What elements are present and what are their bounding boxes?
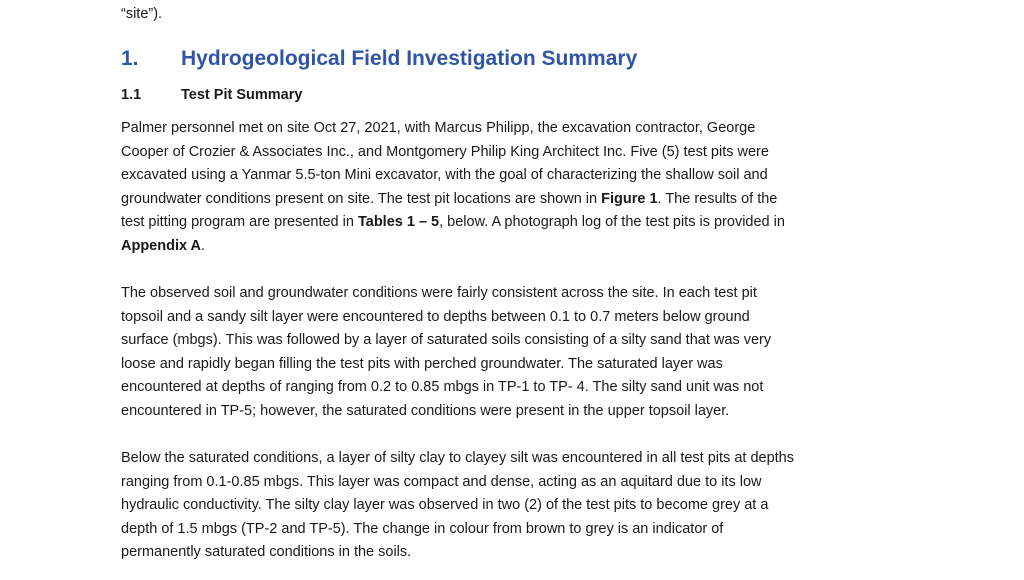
paragraph-line: The observed soil and groundwater conditions were fairly consistent across the site. In each test pit (121, 285, 757, 301)
paragraph-line (121, 235, 911, 259)
section-number: 1. (121, 47, 139, 70)
subsection-title: Test Pit Summary (181, 87, 303, 103)
subsection-number: 1.1 (121, 87, 142, 103)
paragraph-line (121, 188, 911, 212)
paragraph-line: hydraulic conductivity. The silty clay layer was observed in two (2) of the test pits to become grey at a (121, 497, 769, 513)
paragraph-line: topsoil and a sandy silt layer were encountered to depths between 0.1 to 0.7 meters below ground (121, 308, 750, 325)
paragraph-line: excavated using a Yanmar 5.5-ton Mini excavator, with the goal of characterizing the shallow soil and (121, 167, 768, 183)
figure-reference: Figure 1 (601, 190, 658, 207)
paragraph-line: encountered in TP-5; however, the saturated conditions were present in the upper topsoil layer. (121, 402, 730, 419)
subsection-heading (121, 85, 302, 105)
section-title: Hydrogeological Field Investigation Summary (181, 47, 638, 70)
paragraph-line: Below the saturated conditions, a layer of silty clay to clayey silt was encountered in all test pits at depths (121, 450, 794, 466)
appendix-reference: Appendix A (121, 237, 202, 254)
paragraph-line: ranging from 0.1-0.85 mbgs. This layer was compact and dense, acting as an aquitard due to its low (121, 473, 762, 490)
paragraph-line: permanently saturated conditions in the soils. (121, 544, 412, 560)
text-run: , below. A photograph log of the test pits is provided in (439, 214, 785, 230)
paragraph-line: Cooper of Crozier & Associates Inc., and Montgomery Philip King Architect Inc. Five (5) test pits were (121, 143, 769, 160)
text-run: . (201, 237, 206, 254)
tables-reference: Tables 1 – 5 (357, 214, 440, 230)
text-run: . The results of the (657, 190, 778, 207)
paragraph-clay-layer (121, 447, 911, 565)
paragraph-line: loose and rapidly began filling the test pits with perched groundwater. The saturated layer was (121, 355, 723, 372)
section-heading (121, 45, 637, 73)
paragraph-soil-conditions (121, 282, 911, 423)
paragraph-line: encountered at depths of ranging from 0.2 to 0.85 mbgs in TP-1 to TP- 4. The silty sand unit was not (121, 379, 764, 395)
paragraph-line: surface (mbgs). This was followed by a layer of saturated soils consisting of a silty sand that was very (121, 332, 772, 348)
previous-paragraph-fragment: “site”). (121, 6, 163, 22)
paragraph-line: Palmer personnel met on site Oct 27, 2021, with Marcus Philipp, the excavation contractor, George (121, 120, 756, 136)
text-run: test pitting program are presented in (121, 214, 358, 230)
paragraph-line: depth of 1.5 mbgs (TP-2 and TP-5). The change in colour from brown to grey is an indicator of (121, 520, 724, 537)
paragraph-line (121, 211, 911, 235)
paragraph-test-pit-summary (121, 117, 911, 258)
text-run: groundwater conditions present on site. The test pit locations are shown in (121, 190, 602, 207)
